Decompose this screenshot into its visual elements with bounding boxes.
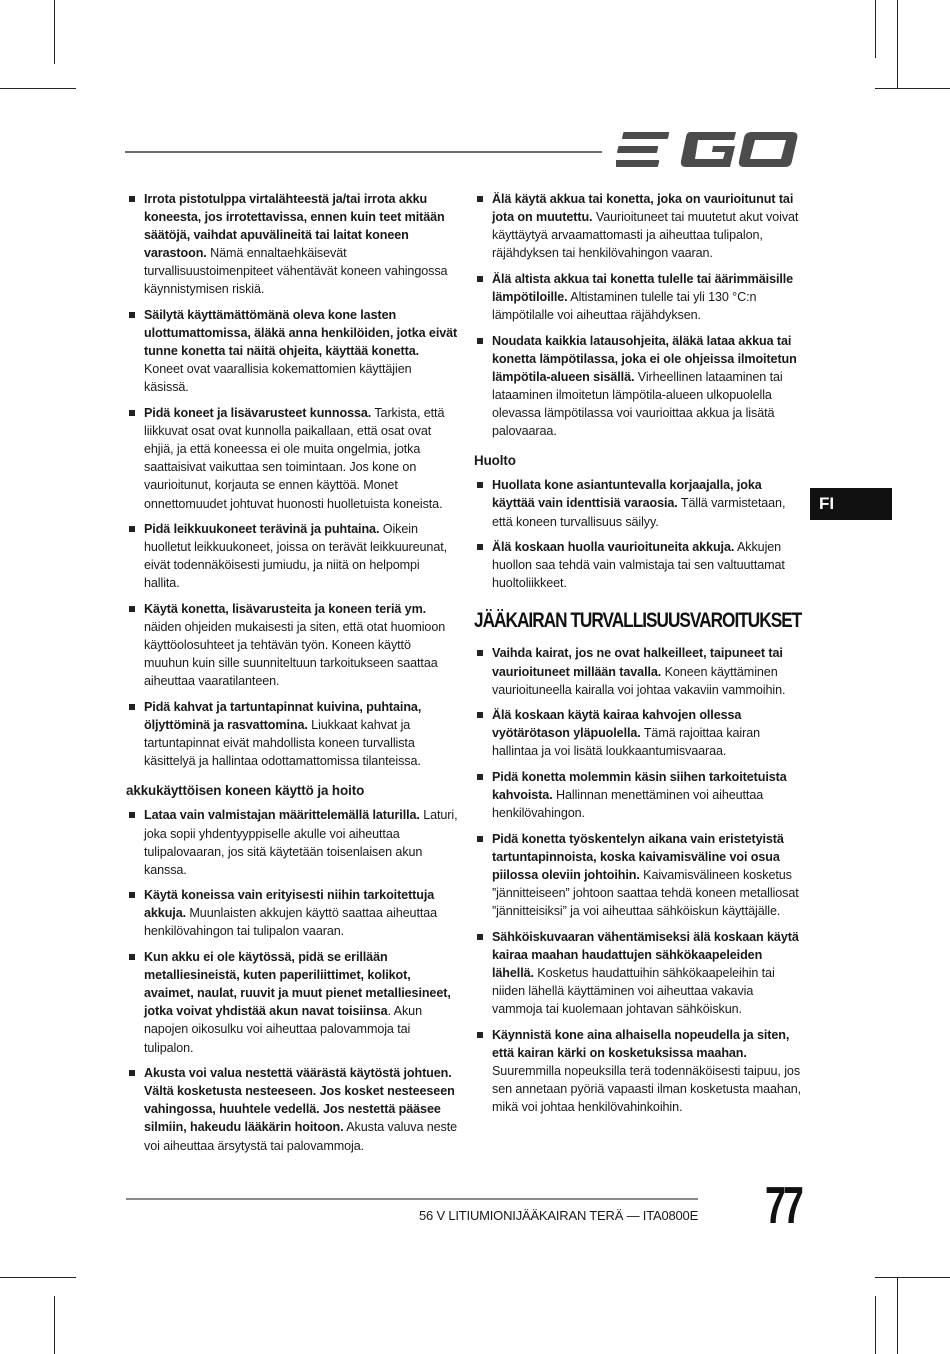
footer-rule [126,1198,698,1200]
crop-mark [54,0,55,64]
footer-product-line: 56 V LITIUMIONIJÄÄKAIRAN TERÄ — ITA0800E [419,1208,699,1223]
list-item: Vaihda kairat, jos ne ovat halkeilleet, taipuneet tai vaurioituneet millään tavalla. Koneen käyttäminen vaurioituneella kairalla voi johtaa vakaviin vammoihin. [474,644,802,698]
crop-mark [875,0,876,58]
crop-mark [875,1296,876,1354]
language-tab: FI [810,488,892,520]
crop-mark [897,0,898,88]
list-item: Käynnistä kone aina alhaisella nopeudella ja siten, että kairan kärki on kosketuksissa maahan. Suuremmilla nopeuksilla terä todennäköisesti taipuu, jos sen annetaan pyöriä vapaasti ilman kosketusta maahan, mikä voi johtaa henkilövahinkoihin. [474,1026,802,1116]
list-item: Älä koskaan huolla vaurioituneita akkuja. Akkujen huollon saa tehdä vain valmistaja tai sen valtuuttamat huoltoliikkeet. [474,538,802,592]
list-item: Pidä leikkuukoneet terävinä ja puhtaina. Oikein huolletut leikkuukoneet, joissa on terävät leikkuureunat, eivät todennäköisesti jumiudu, ja niitä on helpompi hallita. [126,520,458,592]
list-item: Lataa vain valmistajan määrittelemällä laturilla. Laturi, joka sopii yhdentyyppiselle akulle voi aiheuttaa tulipalovaaran, jos sitä käytetään toisenlaisen akun kanssa. [126,806,458,878]
crop-mark [0,1277,76,1278]
crop-mark [54,1296,55,1354]
crop-mark [897,1277,898,1354]
list-item: Irrota pistotulppa virtalähteestä ja/tai irrota akku koneesta, jos irrotettavissa, ennen kuin teet mitään säätöjä, vaihdat apuvälineitä tai laitat koneen varastoon. Nämä ennaltaehkäisevät turvallisuustoimenpiteet vähentävät koneen vahingossa käynnistymisen riskiä. [126,190,458,299]
list-item: Älä käytä akkua tai konetta, joka on vaurioitunut tai jota on muutettu. Vaurioituneet tai muutetut akut voivat käyttäytyä arvaamattomasti ja aiheuttaa tulipalon, räjähdyksen tai henkilövahingon vaaran. [474,190,802,262]
list-item: Käytä koneissa vain erityisesti niihin tarkoitettuja akkuja. Muunlaisten akkujen käyttö saattaa aiheuttaa henkilövahingon tai tulipalon vaaran. [126,886,458,940]
list-item: Säilytä käyttämättömänä oleva kone lasten ulottumattomissa, äläkä anna henkilöiden, jotka eivät tunne konetta tai näitä ohjeita, käyttää konetta. Koneet ovat vaarallisia kokemattomien käyttäjien käsissä. [126,306,458,396]
list-item: Sähköiskuvaaran vähentämiseksi älä koskaan käytä kairaa maahan haudattujen sähkökaapeleiden lähellä. Kosketus haudattuihin sähkökaapeleihin tai niiden lähellä käyttäminen voi aiheuttaa vakavia vammoja tai kuolemaan johtavan sähköiskun. [474,928,802,1018]
list-item: Noudata kaikkia latausohjeita, äläkä lataa akkua tai konetta lämpötilassa, joka ei ole ohjeissa ilmoitetun lämpötila-alueen sisällä. Virheellinen lataaminen tai lataaminen ilmoitetun lämpötila-alueen ulkopuolella olevassa lämpötilassa voi vaurioittaa akkua ja lisätä palovaaraa. [474,332,802,441]
crop-mark [875,1277,950,1278]
page-number: 77 [765,1177,801,1235]
crop-mark [875,88,950,89]
right-column [474,190,802,1124]
ego-logo [616,129,800,171]
list-item: Pidä konetta molemmin käsin siihen tarkoitetuista kahvoista. Hallinnan menettäminen voi aiheuttaa henkilövahingon. [474,768,802,822]
left-column [126,190,458,1162]
list-item: Älä koskaan käytä kairaa kahvojen ollessa vyötärötason yläpuolella. Tämä rajoittaa kairan hallintaa ja voi lisätä loukkaantumisvaaraa. [474,706,802,760]
list-item: Pidä konetta työskentelyn aikana vain eristetyistä tartuntapinnoista, koska kaivamisväline voi osua piilossa oleviin johtoihin. Kaivamisvälineen kosketus ”jännitteiseen” johtoon saattaa tehdä koneen metalliosat ”jännitteisiksi” ja voi aiheuttaa sähköiskun käyttäjälle. [474,830,802,920]
section-subheading: akkukäyttöisen koneen käyttö ja hoito [126,783,365,799]
section-subheading: Huolto [474,453,516,469]
list-item: Käytä konetta, lisävarusteita ja koneen teriä ym. näiden ohjeiden mukaisesti ja siten, että otat huomioon käyttöolosuhteet ja tehtävän työn. Koneen käyttö muuhun kuin sille suunniteltuun tarkoitukseen saattaa aiheuttaa vaaratilanteen. [126,600,458,690]
list-item: Akusta voi valua nestettä väärästä käytöstä johtuen. Vältä kosketusta nesteeseen. Jos kosket nesteeseen vahingossa, huuhtele vedellä. Jos nestettä pääsee silmiin, hakeudu lääkärin hoitoon. Akusta valuva neste voi aiheuttaa ärsytystä tai palovammoja. [126,1064,458,1154]
list-item: Älä altista akkua tai konetta tulelle tai äärimmäisille lämpötiloille. Altistaminen tulelle tai yli 130 °C:n lämpötilalle voi aiheuttaa räjähdyksen. [474,270,802,324]
list-item: Pidä kahvat ja tartuntapinnat kuivina, puhtaina, öljyttöminä ja rasvattomina. Liukkaat kahvat ja tartuntapinnat eivät mahdollista koneen turvallista käsittelyä ja hallintaa odottamattomissa tilanteissa. [126,698,458,770]
crop-mark [0,88,76,89]
section-heading: JÄÄKAIRAN TURVALLISUUSVAROITUKSET [474,609,802,633]
list-item: Huollata kone asiantuntevalla korjaajalla, joka käyttää vain identtisiä varaosia. Tällä varmistetaan, että koneen turvallisuus säilyy. [474,476,802,530]
header-rule [125,151,602,153]
list-item: Pidä koneet ja lisävarusteet kunnossa. Tarkista, että liikkuvat osat ovat kunnolla paikallaan, että osat ovat ehjiä, ja että koneessa ei ole muita ongelmia, jotka saattaisivat vaikuttaa sen toimintaan. Jos kone on vaurioitunut, korjauta se ennen käyttöä. Monet onnettomuudet johtuvat huonosti huolletuista koneista. [126,404,458,513]
list-item: Kun akku ei ole käytössä, pidä se erillään metalliesineistä, kuten paperiliittimet, kolikot, avaimet, naulat, ruuvit ja muut pienet metalliesineet, jotka voivat yhdistää akun navat toisiinsa. Akun napojen oikosulku voi aiheuttaa palovammoja tai tulipalon. [126,948,458,1057]
